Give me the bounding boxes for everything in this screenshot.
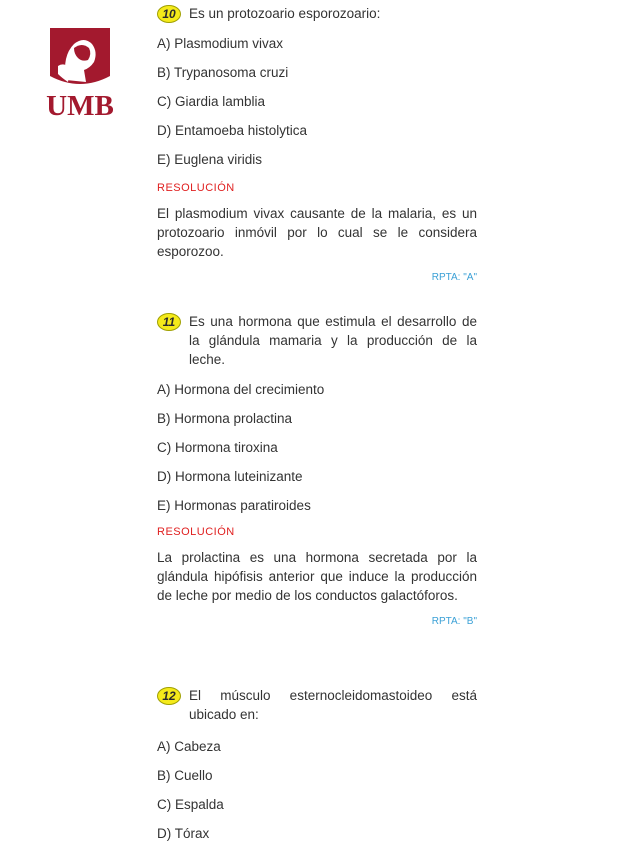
question-header xyxy=(157,4,477,23)
question-number-badge: 11 xyxy=(157,313,181,331)
answer-option-e[interactable]: E) Euglena viridis xyxy=(157,152,263,167)
question-text: El músculo esternocleidomastoideo está ubicado en: xyxy=(189,688,477,722)
answer-option-e[interactable]: E) Hormonas paratiroides xyxy=(157,498,311,513)
answer-option-d[interactable]: D) Tórax xyxy=(157,826,210,841)
answer-option-b[interactable]: B) Cuello xyxy=(157,768,213,783)
answer-option-d[interactable]: D) Entamoeba histolytica xyxy=(157,123,308,138)
answer-label: RPTA: "B" xyxy=(431,616,477,627)
question-text: Es una hormona que estimula el desarrollo de la glándula mamaria y la producción de la leche. xyxy=(189,314,477,367)
question-10 xyxy=(157,4,477,285)
answer-option-a[interactable]: A) Plasmodium vivax xyxy=(157,36,284,51)
question-12 xyxy=(157,686,477,848)
umb-logo xyxy=(44,26,116,126)
logo-text: UMB xyxy=(46,90,114,122)
answer-option-a[interactable]: A) Hormona del crecimiento xyxy=(157,382,325,397)
answer-option-c[interactable]: C) Giardia lamblia xyxy=(157,94,266,109)
answer-option-c[interactable]: C) Hormona tiroxina xyxy=(157,440,278,455)
answer-label: RPTA: "A" xyxy=(431,272,477,283)
question-header xyxy=(157,312,477,369)
solution-text: El plasmodium vivax causante de la malaria, es un protozoario inmóvil por lo cual se le considera esporozoo. xyxy=(157,206,477,259)
question-text: Es un protozoario esporozoario: xyxy=(189,6,381,21)
question-number-badge: 10 xyxy=(157,5,181,23)
answer-option-b[interactable]: B) Trypanosoma cruzi xyxy=(157,65,289,80)
solution-text: La prolactina es una hormona secretada por la glándula hipófisis anterior que induce la producción de leche por medio de los conductos galactóforos. xyxy=(157,550,477,603)
answer-option-a[interactable]: A) Cabeza xyxy=(157,739,221,754)
answer-option-b[interactable]: B) Hormona prolactina xyxy=(157,411,293,426)
umb-emblem-icon xyxy=(44,26,116,90)
solution-label: RESOLUCIÓN xyxy=(157,526,235,538)
question-11 xyxy=(157,312,477,629)
question-header xyxy=(157,686,477,724)
solution-label: RESOLUCIÓN xyxy=(157,182,235,194)
answer-option-c[interactable]: C) Espalda xyxy=(157,797,224,812)
question-number-badge: 12 xyxy=(157,687,181,705)
answer-option-d[interactable]: D) Hormona luteinizante xyxy=(157,469,303,484)
